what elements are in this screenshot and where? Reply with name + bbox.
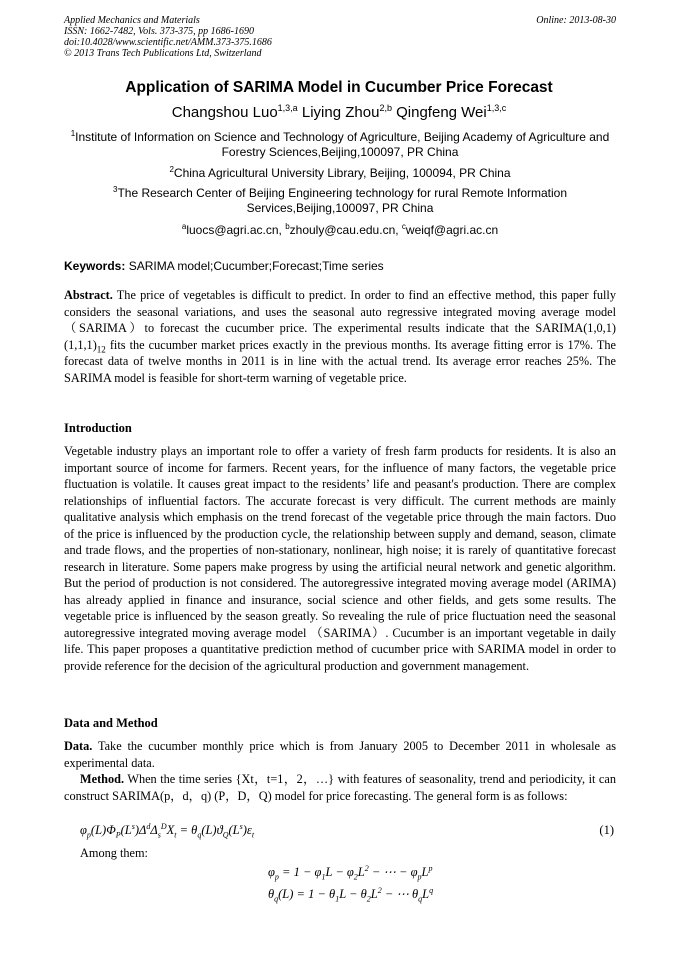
issn: ISSN: 1662-7482, Vols. 373-375, pp 1686-1690 [64,26,254,37]
email-line [64,223,616,238]
aff-text: The Research Center of Beijing Engineering technology for rural Remote Information Services,Beijing,100097, PR China [117,186,568,215]
email-sup: c [401,222,406,231]
online-date: Online: 2013-08-30 [536,15,616,26]
journal-header [64,15,616,59]
data-paragraph [64,738,616,771]
section-heading-introduction: Introduction [64,421,132,435]
affiliation-1 [64,130,616,160]
section-heading-data-method: Data and Method [64,716,158,730]
doi: doi:10.4028/www.scientific.net/AMM.373-375.1686 [64,37,272,48]
abstract-subscript: 12 [96,343,106,354]
copyright: © 2013 Trans Tech Publications Ltd, Switzerland [64,48,262,59]
abstract [64,287,616,386]
author-name: Changshou Luo [171,104,278,121]
keywords [64,259,616,273]
among-them: Among them: [80,846,148,860]
affiliation-3 [64,186,616,216]
aff-text: China Agricultural University Library, Beijing, 100094, PR China [173,166,511,180]
equation-1: $\varphi_p(L)\Phi_P(L^s)\Delta^d\Delta_s^DX_t = \theta_q(L)ϑ_Q(L^s)\varepsilon_t$ [80,821,255,840]
email-link[interactable]: luocs@agri.ac.cn, [186,223,286,237]
abstract-text: fits the cucumber market prices exactly in the previous months. Its average fitting error is 17%. The forecast data of twelve months in 2011 is in line with the actual trend. Its average error reaches 25%. The SARIMA model is feasible for short-term warning of vegetable price. [64,337,616,385]
abstract-label: Abstract. [64,288,113,302]
keywords-value: SARIMA model;Cucumber;Forecast;Time series [125,259,384,273]
method-label: Method. [80,772,125,786]
email-link[interactable]: zhouly@cau.edu.cn, [289,223,402,237]
data-label: Data. [64,739,93,753]
aff-sup: 3 [112,185,118,194]
method-text: When the time series {Xt，t=1，2，…} with features of seasonality, trend and periodicity, it can construct SARIMA(p，d，q) (P，D，Q) model for price forecasting. The general form is as follows: [64,772,616,803]
author-sup: 1,3,a [277,103,298,113]
aff-sup: 2 [169,165,174,174]
keywords-label: Keywords: [64,259,126,273]
method-paragraph [64,771,616,804]
author-list [0,104,678,121]
introduction-text: Vegetable industry plays an important role to offer a variety of fresh farm products for residents. It is also an important source of income for farmers. Recent years, for the influence of many factors, the vegetable price fluctuation is volatile. It causes great impact to the residents’ life and peasant's production. There are complex relationships of influential factors. The accurate forecast is very difficult. The current methods are mainly qualitative analysis which emphasis on the trend forecast of the vegetable price through the main factors. Duo of the price is influenced by the production cycle, the relationship between supply and demand, season, climate and trade flows, and the properties of non-stationary, nonlinear, high noise; it is rarely of quantitative forecast research in literature. Some papers make progress by using the artificial neural network and genetic algorithm. But the period of production is not considered. The autoregressive integrated moving average model (ARIMA) has already applied in finance and insurance, social science and other fields, and gets some results. The vegetable price is influenced by the season greatly. So revealing the rule of price fluctuation need the seasonal autoregressive integrated moving average model （SARIMA）. Cucumber is an important vegetable in daily life. This paper proposes a quantitative prediction method of cucumber price with SARIMA model in order to provide reference for the decision of the agricultural production and government management. [64,444,616,673]
equation-phi: $\varphi_p = 1 - \varphi_1L - \varphi_2L^2$ − ⋯ − $\varphi_pL^p$ [268,863,433,882]
aff-sup: 1 [70,129,76,138]
email-sup: b [285,222,290,231]
affiliation-2 [64,166,616,181]
paper-title: Application of SARIMA Model in Cucumber Price Forecast [125,79,553,96]
abstract-text: The price of vegetables is difficult to predict. In order to find an effective method, this paper fully considers the seasonal variations, and uses the seasonal auto regressive integrated moving average model（SARIMA）to forecast the cucumber price. The experimental results indicate that the SARIMA(1,0,1)(1,1,1) [64,288,616,352]
equation-number: (1) [599,823,614,837]
equation-theta: $\theta_q(L) = 1 - \theta_1L - \theta_2L^2$ − ⋯ $\theta_qL^q$ [268,885,434,904]
data-text: Take the cucumber monthly price which is from January 2005 to December 2011 in wholesale as experimental data. [64,739,616,770]
author-name: Qingfeng Wei [396,104,487,121]
author-sup: 2,b [379,103,392,113]
email-sup: a [181,222,187,231]
email-link[interactable]: weiqf@agri.ac.cn [405,223,499,237]
journal-name: Applied Mechanics and Materials [64,15,200,26]
author-sup: 1,3,c [486,103,507,113]
author-name: Liying Zhou [301,104,380,121]
aff-text: Institute of Information on Science and Technology of Agriculture, Beijing Academy of Agriculture and Forestry Sciences,Beijing,100097, PR China [75,130,610,159]
